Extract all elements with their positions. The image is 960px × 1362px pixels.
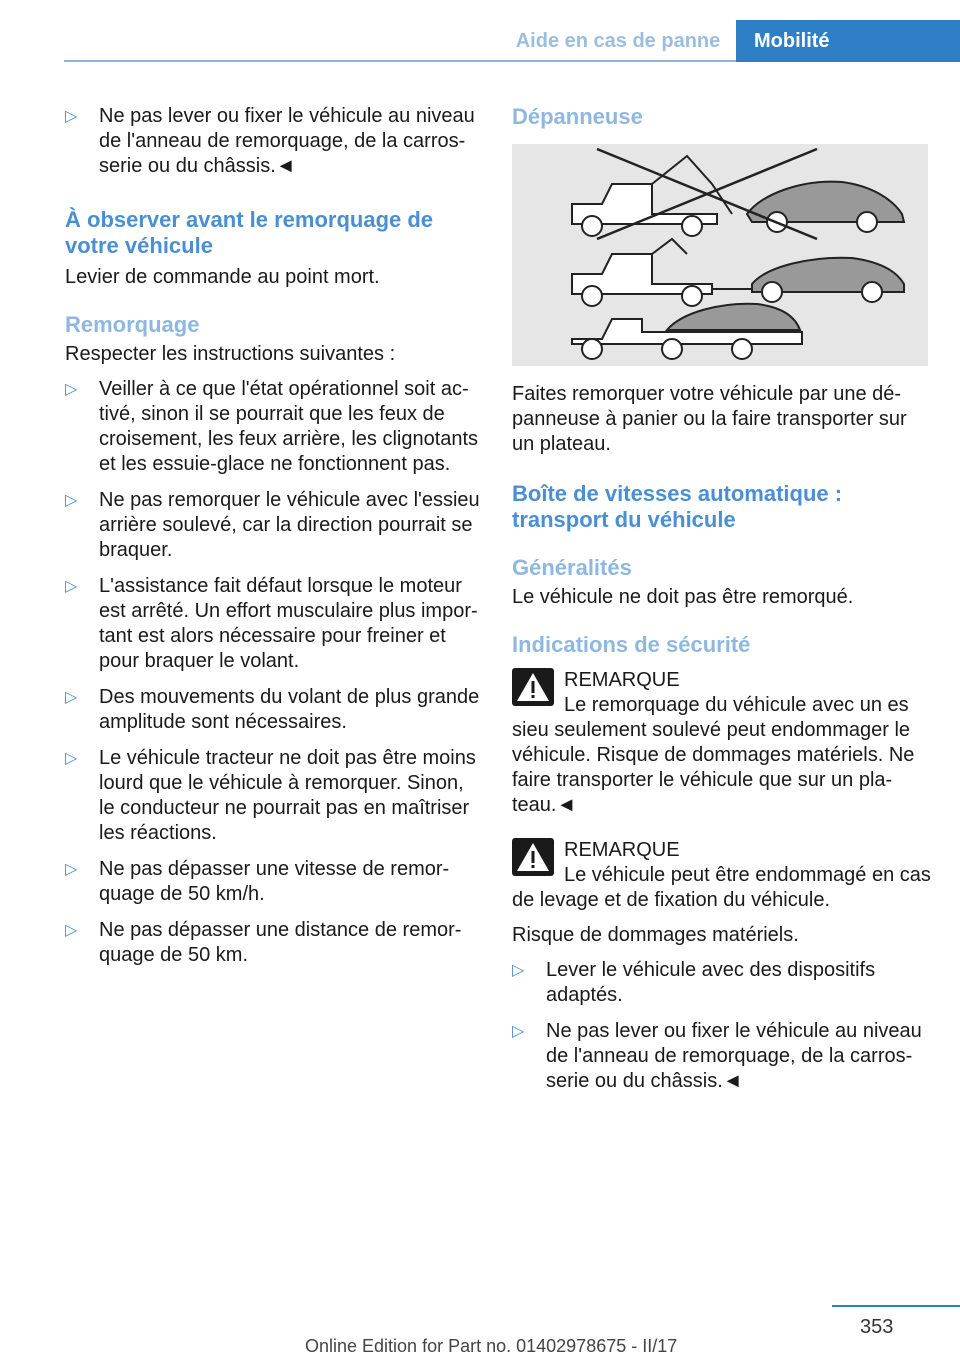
tow-truck-text: Faites remorquer votre véhicule par une dépanneuse à panier ou la faire transporter sur un plateau. — [512, 383, 907, 455]
list-item-text: Ne pas remorquer le véhicule avec l'essieu arrière soulevé, car la direction pourrait se braquer. — [99, 489, 480, 561]
triangle-right-icon: ▷ — [65, 108, 78, 125]
list-item — [65, 574, 480, 674]
list-item-text: Des mouvements du volant de plus grande amplitude sont nécessaires. — [99, 686, 480, 733]
heading-automatic-transport: Boîte de vitesses automatique : transport du véhicule — [512, 481, 843, 532]
footer-rule — [832, 1305, 960, 1307]
warning-text: de levage et de fixation du véhicule. — [512, 889, 830, 911]
list-item-text: Ne pas dépasser une vitesse de remorquage de 50 km/h. — [99, 858, 450, 905]
warning-title: REMARQUE — [564, 839, 680, 861]
list-item — [65, 857, 480, 907]
list-item-text: Veiller à ce que l'état opérationnel soit activé, sinon il se pourrait que les feux de croisement, les feux arrière, les clignotants et les essuie-glace ne fonctionnent pas. — [99, 378, 479, 475]
warning-title: REMARQUE — [564, 669, 680, 691]
list-item — [65, 918, 480, 968]
risk-list — [512, 958, 932, 1094]
list-item-text: L'assistance fait défaut lorsque le moteur est arrêté. Un effort musculaire plus important est alors nécessaire pour freiner et pour braquer le volant. — [99, 575, 478, 672]
list-item — [65, 746, 480, 846]
triangle-right-icon: ▷ — [65, 492, 78, 509]
heading-tow-truck: Dépanneuse — [512, 104, 643, 129]
header-chapter: Aide en cas de panne — [515, 30, 721, 52]
heading-observe: À observer avant le remorquage de votre véhicule — [65, 207, 434, 258]
triangle-right-icon: ▷ — [65, 861, 78, 878]
intro-list — [65, 104, 480, 179]
list-item-text: Lever le véhicule avec des dispositifs adaptés. — [546, 959, 876, 1006]
header-section: Mobilité — [736, 20, 960, 62]
triangle-right-icon: ▷ — [512, 962, 525, 979]
heading-towing: Remorquage — [65, 312, 200, 337]
warning-first-line: Le remorquage du véhicule avec un es — [564, 694, 909, 716]
list-item — [65, 104, 480, 179]
risk-text: Risque de dommages matériels. — [512, 924, 799, 946]
right-column — [512, 100, 932, 1094]
towing-list — [65, 377, 480, 968]
list-item — [65, 685, 480, 735]
tow-truck-figure — [512, 144, 928, 366]
page-number: 353 — [860, 1316, 894, 1338]
triangle-right-icon: ▷ — [512, 1023, 525, 1040]
list-item — [65, 377, 480, 477]
list-item — [512, 1019, 932, 1094]
general-text: Le véhicule ne doit pas être remorqué. — [512, 586, 854, 608]
tow-truck-illustration — [512, 144, 928, 366]
triangle-right-icon: ▷ — [65, 578, 78, 595]
triangle-right-icon: ▷ — [65, 381, 78, 398]
observe-text: Levier de commande au point mort. — [65, 266, 380, 288]
list-item-text: Ne pas lever ou fixer le véhicule au niveau de l'anneau de remorquage, de la carrosserie ou du châssis.◄ — [99, 105, 475, 177]
warning-triangle-icon — [512, 838, 554, 876]
triangle-right-icon: ▷ — [65, 689, 78, 706]
warning-text: sieu seulement soulevé peut endommager le véhicule. Risque de dommages matériels. Ne faire transporter le véhicule que sur un plateau.◄ — [512, 719, 915, 816]
list-item — [65, 488, 480, 563]
triangle-right-icon: ▷ — [65, 750, 78, 767]
footer-edition: Online Edition for Part no. 01402978675 - II/17 — [305, 1336, 678, 1356]
warning-note-1 — [512, 668, 932, 718]
heading-general: Généralités — [512, 555, 632, 580]
towing-text: Respecter les instructions suivantes : — [65, 343, 396, 365]
list-item-text: Le véhicule tracteur ne doit pas être moins lourd que le véhicule à remorquer. Sinon, le conducteur ne pourrait pas en maîtriser les réactions. — [99, 747, 476, 844]
warning-note-2 — [512, 838, 932, 888]
heading-safety: Indications de sécurité — [512, 632, 751, 657]
list-item-text: Ne pas dépasser une distance de remorquage de 50 km. — [99, 919, 462, 966]
list-item — [512, 958, 932, 1008]
left-column — [65, 100, 480, 968]
warning-first-line: Le véhicule peut être endommagé en cas — [564, 864, 931, 886]
list-item-text: Ne pas lever ou fixer le véhicule au niveau de l'anneau de remorquage, de la carrosserie ou du châssis.◄ — [546, 1020, 922, 1092]
triangle-right-icon: ▷ — [65, 922, 78, 939]
warning-triangle-icon — [512, 668, 554, 706]
